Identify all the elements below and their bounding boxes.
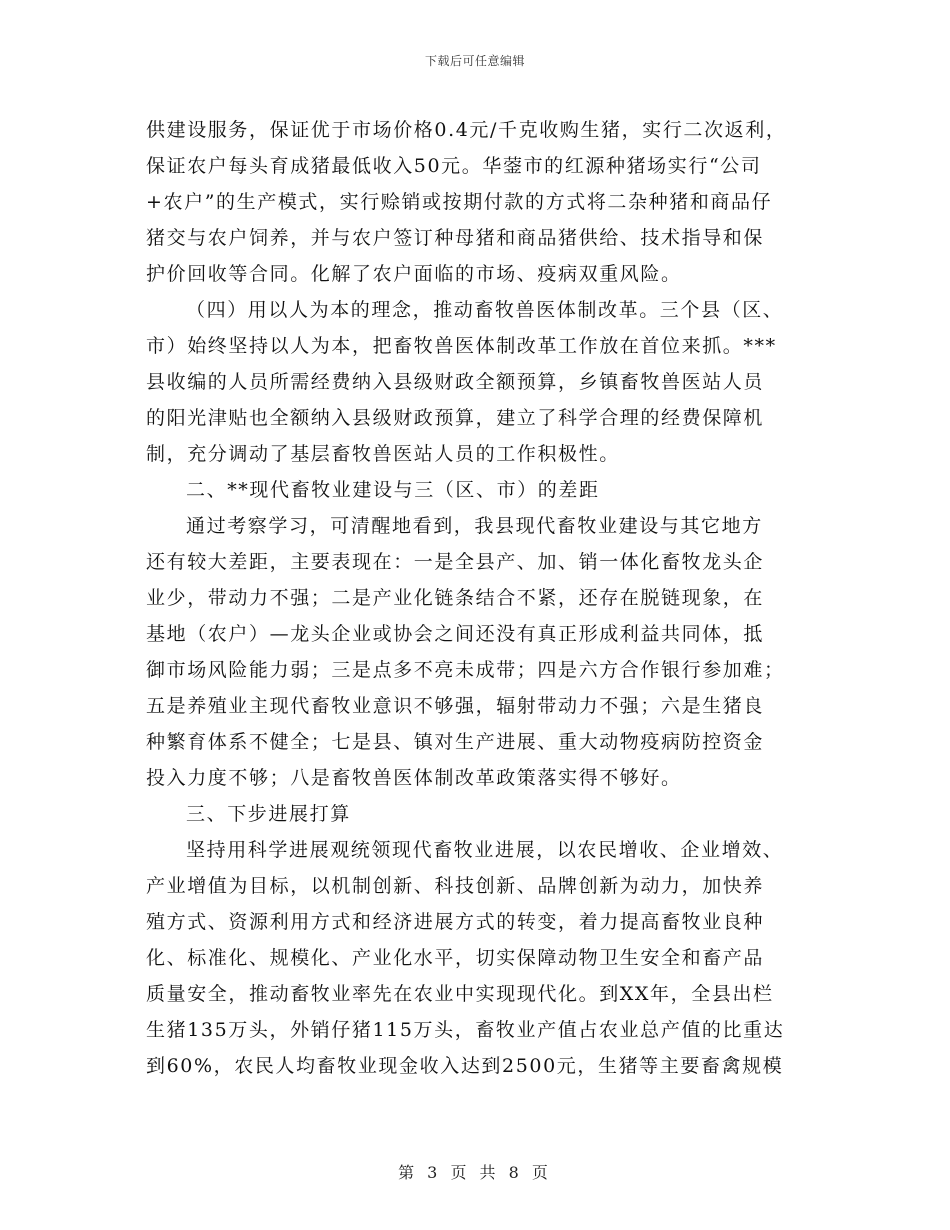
text-line: 通过考察学习，可清醒地看到，我县现代畜牧业建设与其它地方	[186, 515, 763, 537]
text-line: 种繁育体系不健全；七是县、镇对生产进展、重大动物疫病防控资金	[146, 731, 765, 753]
document-body	[146, 112, 806, 1084]
text-line: 制，充分调动了基层畜牧兽医站人员的工作积极性。	[146, 443, 620, 465]
page-footer: 第 3 页 共 8 页	[398, 1163, 552, 1182]
text-line: +农户”的生产模式，实行赊销或按期付款的方式将二杂种猪和商品仔	[146, 191, 773, 213]
page-header: 下载后可任意编辑	[424, 54, 525, 68]
text-line: （四）用以人为本的理念，推动畜牧兽医体制改革。三个县（区、	[186, 299, 784, 321]
text-line: 基地（农户）—龙头企业或协会之间还没有真正形成利益共同体，抵	[146, 623, 765, 645]
text-line: 化、标准化、规模化、产业化水平，切实保障动物卫生安全和畜产品	[146, 947, 765, 969]
text-line: 坚持用科学进展观统领现代畜牧业进展，以农民增收、企业增效、	[186, 839, 784, 861]
text-line: 供建设服务，保证优于市场价格0.4元/千克收购生猪，实行二次返利，	[146, 119, 787, 141]
text-line: 五是养殖业主现代畜牧业意识不够强，辐射带动力不强；六是生猪良	[146, 695, 765, 717]
text-line: 保证农户每头育成猪最低收入50元。华蓥市的红源种猪场实行“公司	[146, 155, 762, 177]
text-line: 护价回收等合同。化解了农户面临的市场、疫病双重风险。	[146, 263, 682, 285]
text-line: 三、下步进展打算	[186, 803, 351, 825]
text-line: 质量安全，推动畜牧业率先在农业中实现现代化。到XX年，全县出栏	[146, 983, 774, 1005]
text-line: 殖方式、资源利用方式和经济进展方式的转变，着力提高畜牧业良种	[146, 911, 765, 933]
text-line: 生猪135万头，外销仔猪115万头，畜牧业产值占农业总产值的比重达	[146, 1019, 785, 1041]
text-line: 投入力度不够；八是畜牧兽医体制改革政策落实得不够好。	[146, 767, 682, 789]
text-line: 市）始终坚持以人为本，把畜牧兽医体制改革工作放在首位来抓。***	[146, 335, 777, 357]
text-line: 还有较大差距，主要表现在：一是全县产、加、销一体化畜牧龙头企	[146, 551, 765, 573]
text-line: 业少，带动力不强；二是产业化链条结合不紧，还存在脱链现象，在	[146, 587, 765, 609]
text-line: 产业增值为目标，以机制创新、科技创新、品牌创新为动力，加快养	[146, 875, 765, 897]
text-line: 县收编的人员所需经费纳入县级财政全额预算，乡镇畜牧兽医站人员	[146, 371, 765, 393]
text-line: 二、**现代畜牧业建设与三（区、市）的差距	[186, 479, 600, 501]
text-line: 的阳光津贴也全额纳入县级财政预算，建立了科学合理的经费保障机	[146, 407, 765, 429]
text-line: 到60%，农民人均畜牧业现金收入达到2500元，生猪等主要畜禽规模	[146, 1055, 784, 1077]
text-line: 猪交与农户饲养，并与农户签订种母猪和商品猪供给、技术指导和保	[146, 227, 765, 249]
text-line: 御市场风险能力弱；三是点多不亮未成带；四是六方合作银行参加难；	[146, 659, 785, 681]
